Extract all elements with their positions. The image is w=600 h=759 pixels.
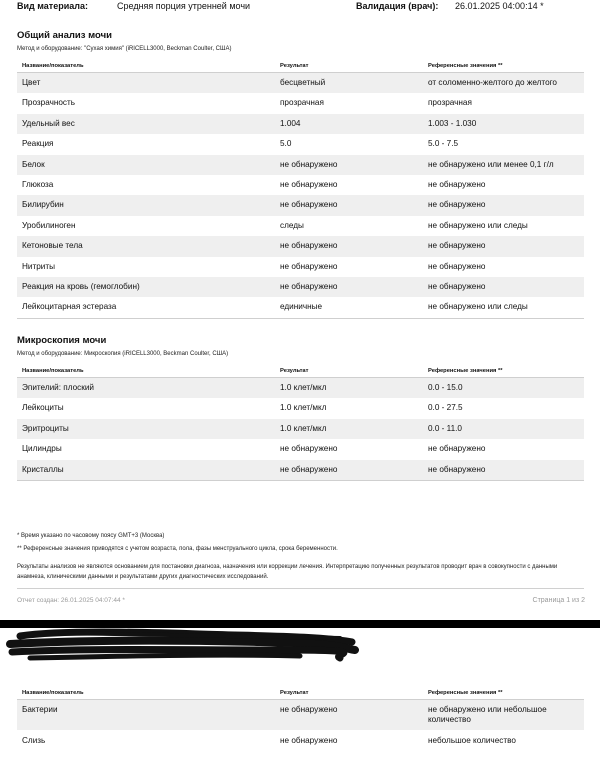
- row-result: не обнаружено: [280, 159, 338, 169]
- row-ref: не обнаружено: [428, 200, 486, 210]
- material-value: Средняя порция утренней мочи: [117, 1, 251, 11]
- table-body: [17, 73, 584, 319]
- row-ref: 1.003 - 1.030: [428, 118, 477, 128]
- row-result: не обнаружено: [280, 736, 338, 745]
- row-name: Прозрачность: [22, 98, 76, 108]
- table-header: [17, 365, 584, 378]
- row-result: не обнаружено: [280, 241, 338, 251]
- row-name: Глюкоза: [22, 179, 54, 189]
- col-ref: Референсные значения **: [428, 63, 503, 69]
- table-row: [17, 378, 584, 398]
- table-row: [17, 73, 584, 93]
- row-ref: 0.0 - 27.5: [428, 403, 463, 413]
- row-ref: не обнаружено: [428, 261, 486, 271]
- row-result: не обнаружено: [280, 464, 338, 474]
- row-name: Уробилиноген: [22, 220, 76, 230]
- row-name: Кристаллы: [22, 464, 64, 474]
- row-name: Реакция на кровь (гемоглобин): [22, 281, 140, 291]
- table-body: [17, 378, 584, 481]
- disclaimer: Результаты анализов не являются основанием для постановки диагноза, назначения или коррекции лечения. Интерпретацию полученных результатов проводит врач в совокупности с данными анамнеза, клиническими данными и результатами других диагностических исследований.: [17, 564, 558, 580]
- row-result: 1.0 клет/мкл: [280, 423, 327, 433]
- redaction-scribble: [0, 628, 380, 678]
- row-ref: не обнаружено или следы: [428, 220, 528, 230]
- urinalysis-table: [17, 60, 584, 319]
- table-row: [17, 277, 584, 297]
- row-name: Кетоновые тела: [22, 241, 83, 251]
- row-ref: не обнаружено или следы: [428, 302, 528, 312]
- footer-divider: [17, 588, 584, 589]
- table-row: [17, 700, 584, 730]
- row-name: Цилиндры: [22, 444, 62, 454]
- col-ref: Референсные значения **: [428, 368, 503, 374]
- header-row: [0, 0, 600, 14]
- row-name: Эпителий: плоский: [22, 383, 94, 392]
- note-reference: ** Референсные значения приводятся с учетом возраста, пола, фазы менструального цикла, срока беременности.: [17, 546, 338, 552]
- row-ref: 0.0 - 11.0: [428, 423, 462, 433]
- row-ref: не обнаружено: [428, 464, 486, 474]
- row-ref-cont: количество: [428, 715, 471, 724]
- table-row: [17, 398, 584, 418]
- material-label: Вид материала:: [17, 1, 88, 11]
- row-name: Нитриты: [22, 261, 55, 271]
- row-name: Реакция: [22, 139, 54, 149]
- row-result: 1.0 клет/мкл: [280, 383, 327, 392]
- row-result: следы: [280, 220, 304, 230]
- table-row: [17, 155, 584, 175]
- row-result: прозрачная: [280, 98, 324, 108]
- row-name: Лейкоциты: [22, 403, 64, 413]
- row-name: Лейкоцитарная эстераза: [22, 302, 117, 312]
- row-name: Эритроциты: [22, 423, 69, 433]
- col-name: Название/показатель: [22, 368, 84, 374]
- page-number: Страница 1 из 2: [532, 597, 585, 604]
- row-name: Слизь: [22, 736, 46, 745]
- row-name: Бактерии: [22, 705, 58, 714]
- table-row: [17, 93, 584, 113]
- row-ref: не обнаружено: [428, 444, 486, 454]
- row-ref: не обнаружено: [428, 241, 486, 251]
- table-row: [17, 114, 584, 134]
- report-page-2: [0, 628, 600, 759]
- row-result: 5.0: [280, 139, 292, 149]
- col-result: Результат: [280, 63, 309, 69]
- row-name: Удельный вес: [22, 118, 75, 128]
- report-created: Отчет создан: 26.01.2025 04:07:44 *: [17, 597, 125, 604]
- method-urinalysis: Метод и оборудование: "Сухая химия" (iRICELL3000, Beckman Coulter, США): [17, 46, 232, 52]
- row-result: не обнаружено: [280, 705, 338, 714]
- row-ref: от соломенно-желтого до желтого: [428, 78, 557, 87]
- table-row: [17, 195, 584, 215]
- section-title-microscopy: Микроскопия мочи: [17, 335, 107, 346]
- row-name: Белок: [22, 159, 45, 169]
- note-timezone: * Время указано по часовому поясу GMT+3 (Москва): [17, 533, 165, 539]
- method-microscopy: Метод и оборудование: Микроскопия (iRICELL3000, Beckman Coulter, США): [17, 351, 229, 357]
- row-name: Билирубин: [22, 200, 64, 210]
- row-ref: 5.0 - 7.5: [428, 139, 459, 149]
- table-row: [17, 216, 584, 236]
- table-row: [17, 257, 584, 277]
- page2-table: [17, 687, 584, 750]
- row-name: Цвет: [22, 78, 41, 87]
- row-result: не обнаружено: [280, 261, 338, 271]
- table-header: [17, 60, 584, 73]
- row-ref: прозрачная: [428, 98, 472, 108]
- row-result: не обнаружено: [280, 200, 338, 210]
- microscopy-table: [17, 365, 584, 481]
- row-result: 1.0 клет/мкл: [280, 403, 327, 413]
- row-ref: не обнаружено или небольшое: [428, 705, 547, 714]
- row-ref: не обнаружено или менее 0,1 г/л: [428, 159, 554, 169]
- row-result: бесцветный: [280, 78, 326, 87]
- col-name: Название/показатель: [22, 63, 84, 69]
- col-result: Результат: [280, 368, 309, 374]
- table-row: [17, 419, 584, 439]
- row-result: единичные: [280, 302, 323, 312]
- row-result: 1.004: [280, 118, 301, 128]
- col-ref: Референсные значения **: [428, 690, 503, 696]
- row-ref: не обнаружено: [428, 179, 486, 189]
- section-title-urinalysis: Общий анализ мочи: [17, 30, 112, 41]
- row-ref: небольшое количество: [428, 736, 516, 745]
- row-ref: 0.0 - 15.0: [428, 383, 463, 392]
- col-result: Результат: [280, 690, 309, 696]
- row-ref: не обнаружено: [428, 281, 486, 291]
- table-row: [17, 439, 584, 459]
- table-row: [17, 460, 584, 480]
- table-row: [17, 730, 584, 750]
- table-header: [17, 687, 584, 700]
- row-result: не обнаружено: [280, 444, 338, 454]
- table-row: [17, 175, 584, 195]
- row-result: не обнаружено: [280, 179, 338, 189]
- validation-value: 26.01.2025 04:00:14 *: [455, 1, 544, 11]
- col-name: Название/показатель: [22, 690, 84, 696]
- table-row: [17, 236, 584, 256]
- table-row: [17, 297, 584, 317]
- table-row: [17, 134, 584, 154]
- validation-label: Валидация (врач):: [356, 1, 439, 11]
- row-result: не обнаружено: [280, 281, 338, 291]
